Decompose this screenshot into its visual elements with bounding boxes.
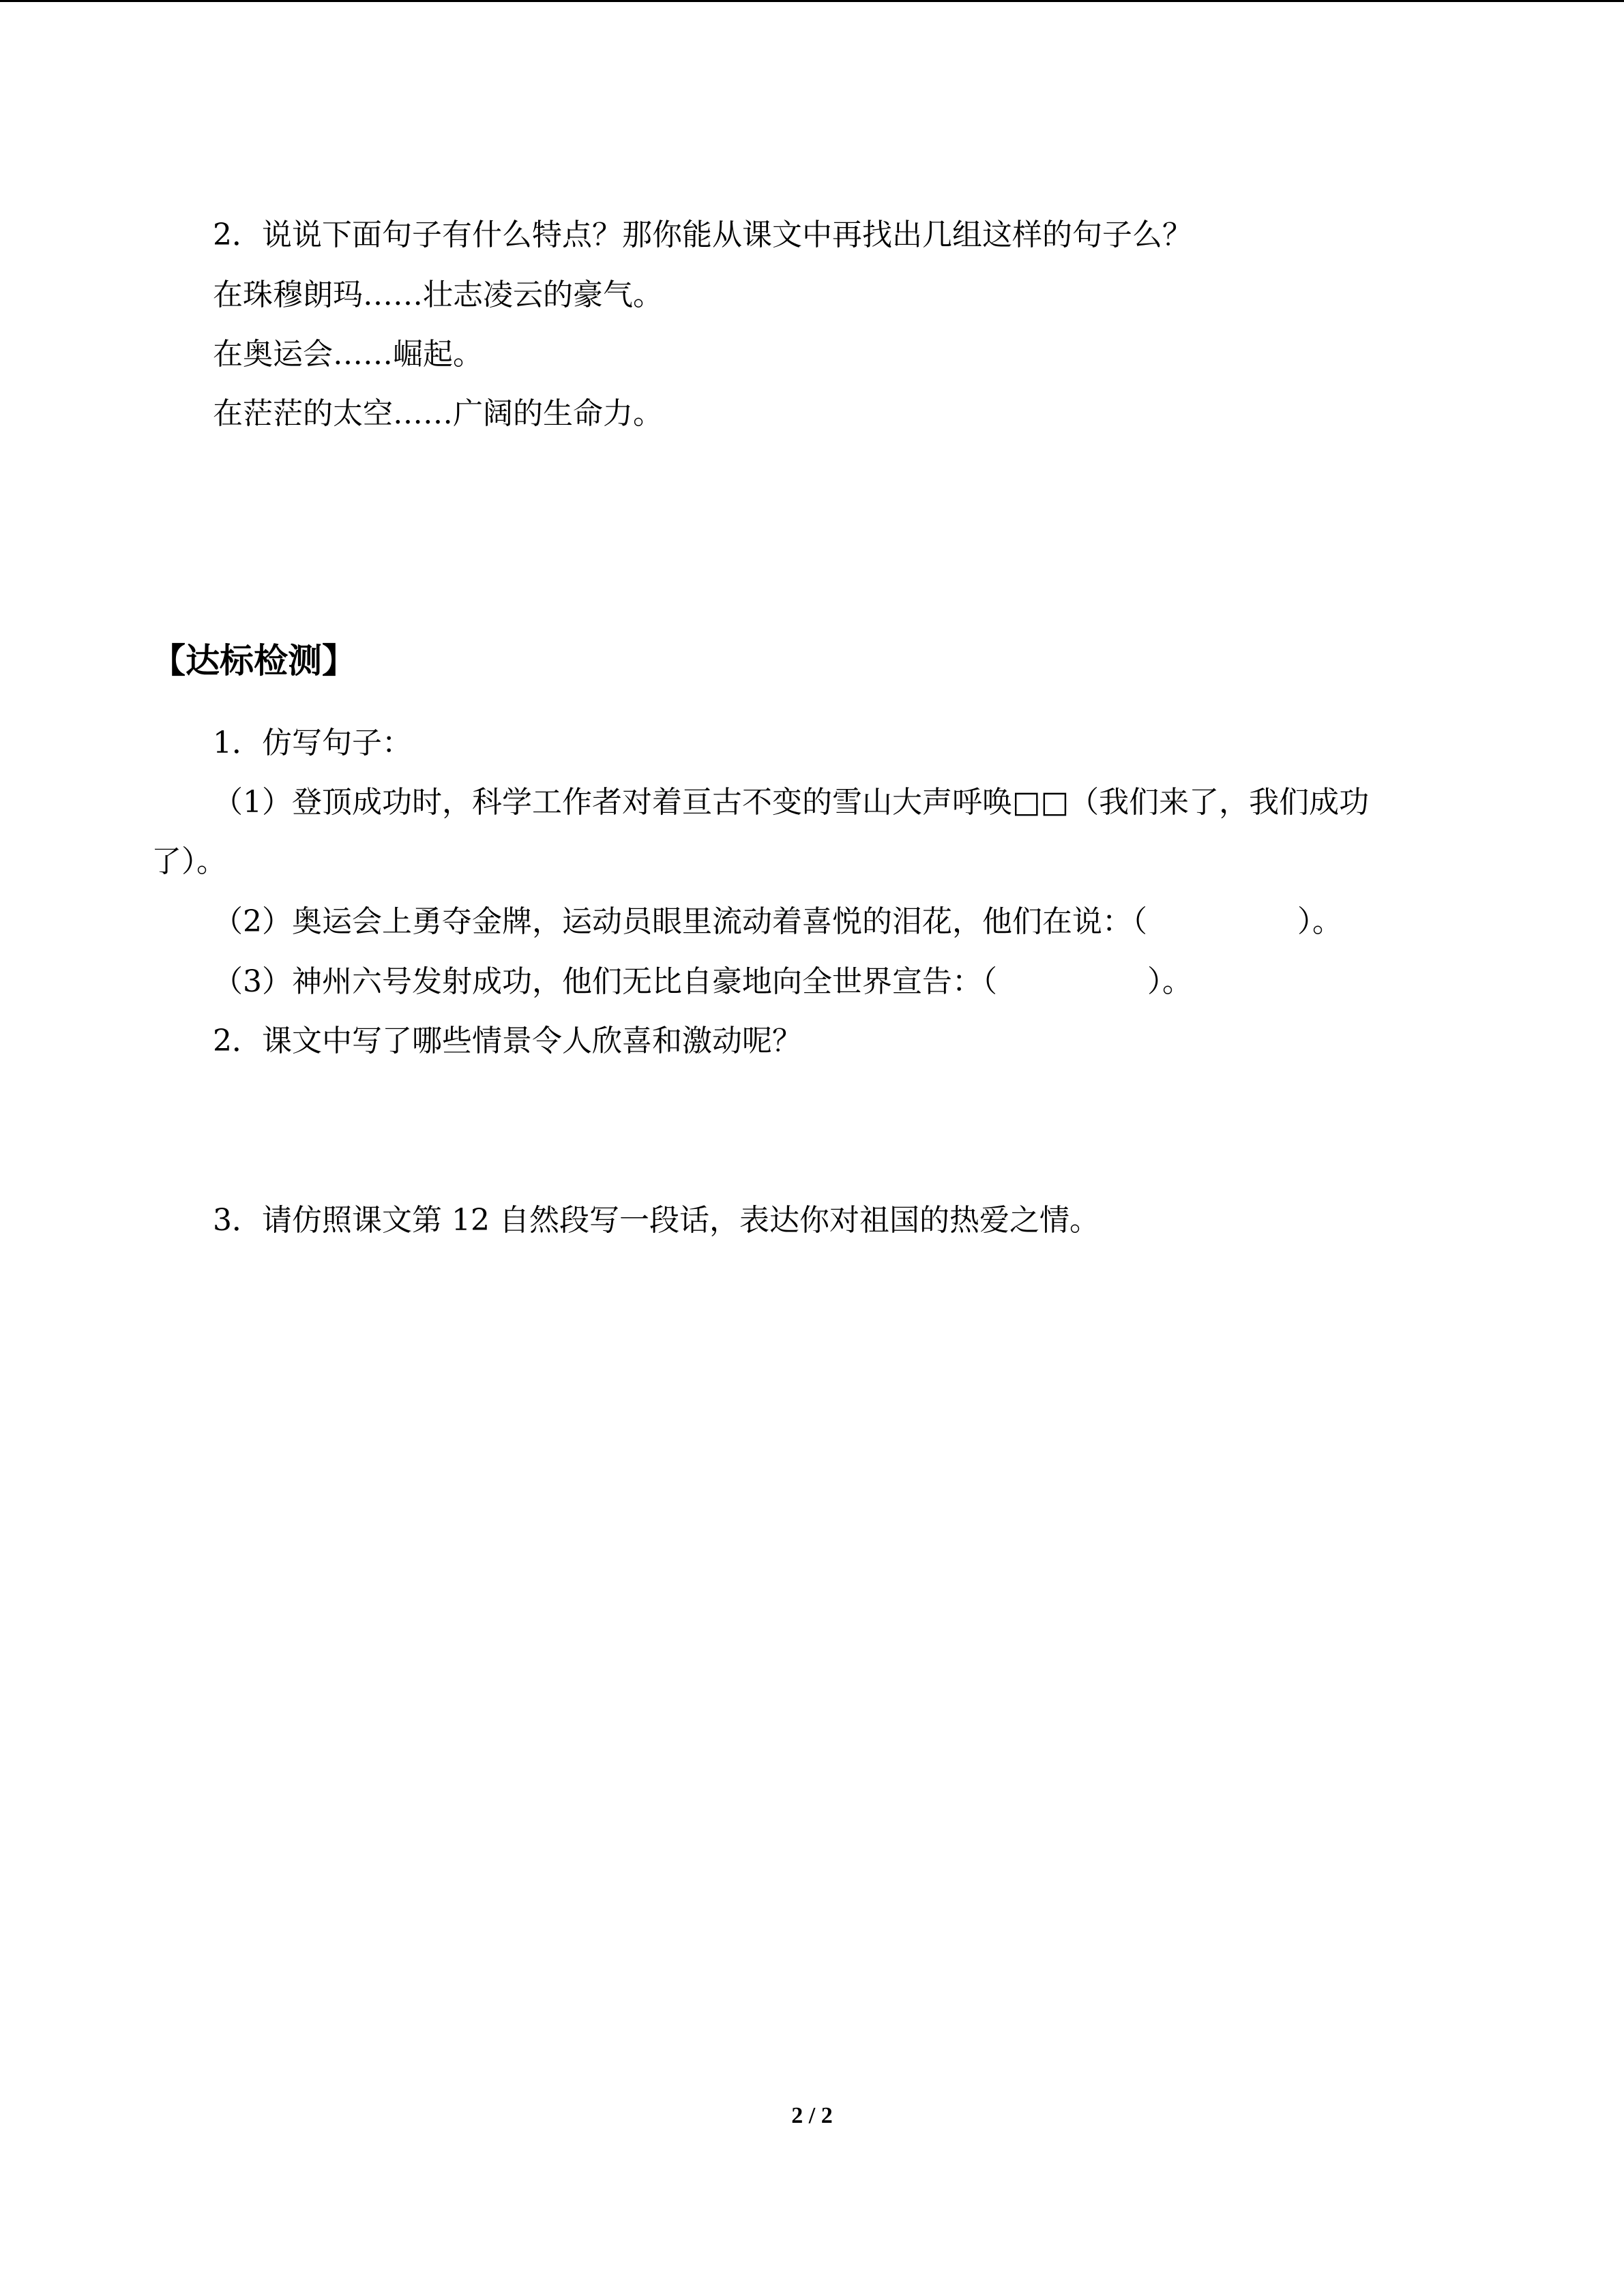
exercise-1-item-2: （2）奥运会上勇夺金牌，运动员眼里流动着喜悦的泪花，他们在说：（ ）。	[213, 904, 1342, 939]
exercise-3-prompt: 3．请仿照课文第 12 自然段写一段话，表达你对祖国的热爱之情。	[213, 1203, 1099, 1238]
exercise-2-prompt: 2．课文中写了哪些情景令人欣喜和激动呢？	[213, 1024, 802, 1058]
example-sentence-1: 在珠穆朗玛……壮志凌云的豪气。	[213, 278, 663, 312]
exercise-1-title: 1．仿写句子：	[213, 726, 412, 760]
question-2-prompt: 2．说说下面句子有什么特点？那你能从课文中再找出几组这样的句子么？	[213, 218, 1192, 252]
example-sentence-3: 在茫茫的太空……广阔的生命力。	[213, 396, 663, 431]
page-number: 2 / 2	[791, 2103, 833, 2128]
section-heading: 【达标检测】	[151, 641, 356, 681]
exercise-1-item-1-line-2: 了）。	[151, 844, 226, 879]
top-border-line	[0, 0, 1624, 2]
exercise-1-item-3: （3）神州六号发射成功，他们无比自豪地向全世界宣告：（ ）。	[213, 964, 1192, 999]
example-sentence-2: 在奥运会……崛起。	[213, 337, 483, 372]
exercise-1-item-1-line-1: （1）登顶成功时，科学工作者对着亘古不变的雪山大声呼唤□□（我们来了，我们成功	[213, 785, 1370, 820]
